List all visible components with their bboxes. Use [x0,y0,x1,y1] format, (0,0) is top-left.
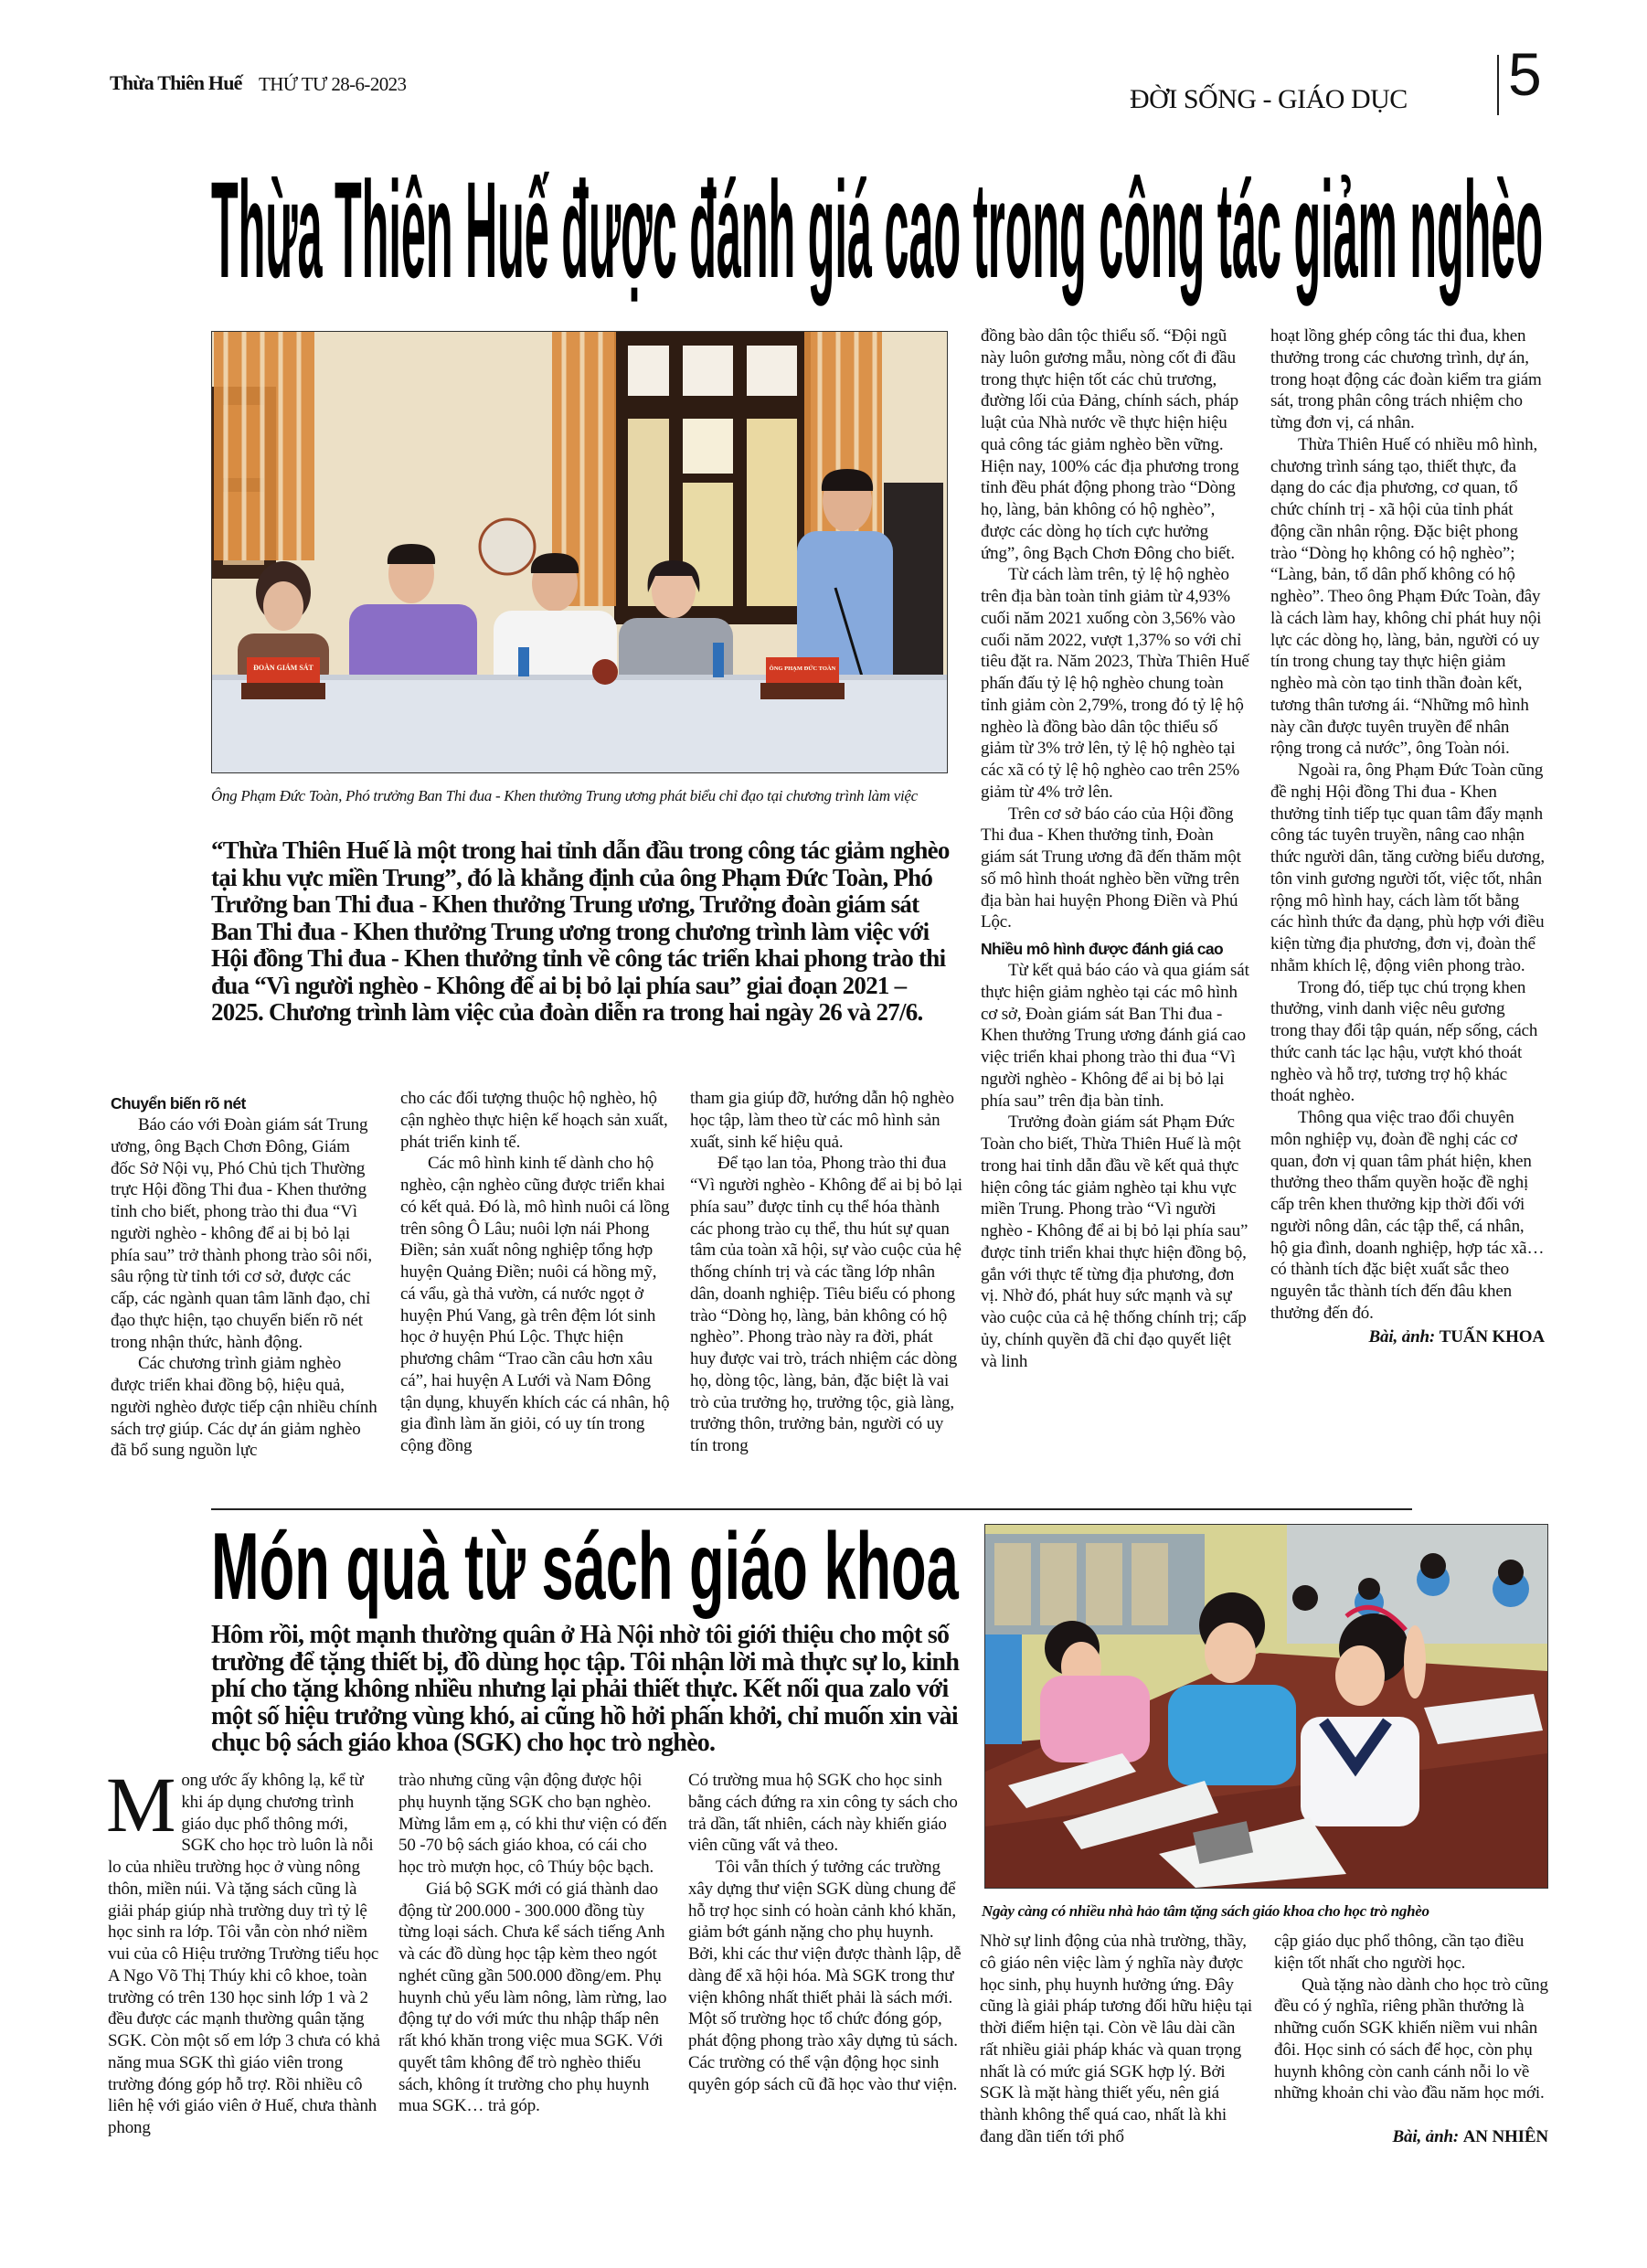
paragraph-text: Giá bộ SGK mới có giá thành dao động từ 200.000 - 300.000 đồng tùy từng loại sách. Chưa kể sách tiếng Anh và các đồ dùng học tập kèm theo ngót nghét cũng gần 500.000 đồng/em. Phụ huynh chủ yếu làm nông, làm rừng, lao động tự do với mức thu nhập thấp nên rất khó khăn trong việc mua SGK. Với quyết tâm không để trò nghèo thiếu sách, không ít trường cho phụ huynh mua SGK… trả góp. [398,1879,667,2116]
paragraph-text: hoạt lồng ghép công tác thi đua, khen thưởng trong các chương trình, dự án, trong hoạt động các đoàn kiểm tra giám sát, trong phân công trách nhiệm cho từng đơn vị, cá nhân. [1270,326,1542,432]
placard-text-2: ÔNG PHẠM ĐỨC TOÀN [769,665,836,672]
masthead-divider [1497,55,1499,115]
paragraph-text: trào nhưng cũng vận động được hội phụ huynh tặng SGK cho bạn nghèo. Mừng lắm em ạ, có khi thư viện có đến 50 -70 bộ sách giáo khoa, có cái cho học trò mượn học, cô Thúy bộc bạch. [398,1771,667,1877]
paragraph-text: Thông qua việc trao đổi chuyên môn nghiệp vụ, đoàn đề nghị các cơ quan, đơn vị quan tâm phát hiện, khen thưởng theo thẩm quyền hoặc đề nghị cấp trên khen thưởng kịp thời đối với người nông dân, các tập thể, cá nhân, hộ gia đình, doanh nghiệp, hợp tác xã… có thành tích đặc biệt xuất sắc theo nguyên tắc thành tích đến đâu khen thưởng đến đó. [1270,1108,1545,1323]
article-divider [211,1508,1412,1510]
body-paragraph [400,1088,673,1153]
body-paragraph [981,960,1249,1112]
masthead-paper-name: Thừa Thiên Huế [110,71,242,94]
article1-lead: “Thừa Thiên Huế là một trong hai tỉnh dẫn đầu trong công tác giảm nghèo tại khu vực miền Trung”, đó là khẳng định của ông Phạm Đức Toàn, Phó Trưởng ban Thi đua - Khen thưởng Trung ương, Trưởng đoàn giám sát Ban Thi đua - Khen thưởng Trung ương trong chương trình làm việc với Hội đồng Thi đua - Khen thưởng tỉnh về công tác triển khai phong trào thi đua “Vì người nghèo - Không để ai bị bỏ lại phía sau” giai đoạn 2021 – 2025. Chương trình làm việc của đoàn diễn ra trong hai ngày 26 và 27/6. [211,836,950,1026]
section-title: ĐỜI SỐNG - GIÁO DỤC [1130,84,1408,114]
paragraph-text: Các chương trình giảm nghèo được triển khai đồng bộ, hiệu quả, người nghèo được tiếp cận nhiều chính sách trợ giúp. Các dự án giảm nghèo đã bổ sung nguồn lực [111,1354,377,1461]
article2-column-1 [106,1761,380,2139]
paragraph-text: Từ kết quả báo cáo và qua giám sát thực hiện giảm nghèo tại các mô hình cơ sở, Đoàn giám sát Ban Thi đua - Khen thưởng Trung ương đánh giá cao việc triển khai phong trào thi đua “Vì người nghèo - Không để ai bị bỏ lại phía sau” trên địa bàn tỉnh. [981,961,1249,1111]
meeting-photo-image [212,332,947,772]
article1-column-5 [1270,325,1545,1347]
article2-lead: Hôm rồi, một mạnh thường quân ở Hà Nội nhờ tôi giới thiệu cho một số trường để tặng thiết bị, đồ dùng học tập. Tôi nhận lời mà thực sự lo, kinh phí cho tặng không nhiều nhưng lại phải thiết thực. Kết nối qua zalo với một số hiệu trưởng vùng khó, ai cũng hồ hởi phấn khởi, chỉ muốn xin vài chục bộ sách giáo khoa (SGK) cho học trò nghèo. [211,1621,960,1757]
drop-cap: M [106,1761,176,1848]
paragraph-text: Có trường mua hộ SGK cho học sinh bằng cách đứng ra xin công ty sách cho trả dần, tất nhiên, cách này khiến giáo viên cũng vất vả theo. [688,1771,958,1856]
body-paragraph [1270,760,1545,977]
body-paragraph [688,1857,964,2095]
body-paragraph [1274,1975,1548,2105]
article1-photo-caption: Ông Phạm Đức Toàn, Phó trưởng Ban Thi đua - Khen thưởng Trung ương phát biểu chỉ đạo tại chương trình làm việc [211,787,918,804]
paragraph-text: Tôi vẫn thích ý tưởng các trường xây dựng thư viện SGK dùng chung để hỗ trợ học sinh có hoàn cảnh khó khăn, giảm bớt gánh nặng cho phụ huynh. Bởi, khi các thư viện được thành lập, dễ dàng để xã hội hóa. Mà SGK trong thư viện không nhất thiết phải là sách mới. Một số trường học tổ chức đóng góp, phát động phong trào xây dựng tủ sách. Các trường có thể vận động học sinh quyên góp sách cũ đã học vào thư viện. [688,1858,962,2094]
paragraph-text: tham gia giúp đỡ, hướng dẫn hộ nghèo học tập, làm theo từ các mô hình sản xuất, sinh kế hiệu quả. [690,1089,954,1152]
body-paragraph [111,1353,377,1462]
body-paragraph [400,1153,673,1457]
article2-column-3 [688,1770,964,2095]
page-number: 5 [1508,40,1542,108]
paragraph-text: Nhờ sự linh động của nhà trường, thầy, cô giáo nên việc làm ý nghĩa này được học sinh, phụ huynh hưởng ứng. Đây cũng là giải pháp tương đối hữu hiệu tại thời điểm hiện tại. Còn về lâu dài cần rất nhiều giải pháp khác và quan trọng nhất là có mức giá SGK hợp lý. Bởi SGK là mặt hàng thiết yếu, nên giá thành không thể quá cao, nhất là khi đang dần tiến tới phổ [980,1932,1252,2146]
byline-label: Bài, ảnh: [1368,1326,1436,1347]
article1-column-4 [981,325,1249,1372]
body-paragraph [106,1761,380,2139]
paragraph-text: cho các đối tượng thuộc hộ nghèo, hộ cận nghèo thực hiện kế hoạch sản xuất, phát triển kinh tế. [400,1089,668,1152]
article1-headline: Thừa Thiên Huế được đánh giá cao trong công tác giảm nghèo [211,153,1544,306]
section-subheading: Nhiều mô hình được đánh giá cao [981,940,1224,958]
classroom-photo-image [985,1525,1547,1888]
paragraph-text: Từ cách làm trên, tỷ lệ hộ nghèo trên địa bàn toàn tỉnh giảm từ 4,93% cuối năm 2021 xuống còn 3,56% vào cuối năm 2022, vượt 1,37% so với chỉ tiêu đặt ra. Năm 2023, Thừa Thiên Huế phấn đấu tỷ lệ hộ nghèo chung toàn tỉnh giảm còn 2,79%, trong đó tỷ lệ hộ nghèo là đồng bào dân tộc thiểu số giảm từ 3% trở lên, tỷ lệ hộ nghèo tại các xã có tỷ lệ hộ nghèo cao trên 25% giảm từ 4% trở lên. [981,565,1249,802]
paragraph-text: cập giáo dục phổ thông, cần tạo điều kiện tốt nhất cho người học. [1274,1932,1525,1973]
body-paragraph [1270,434,1545,760]
body-paragraph [1270,325,1545,434]
article2-headline: Món quà từ sách giáo khoa [211,1514,959,1620]
body-paragraph [398,1770,671,1879]
section-subheading: Chuyển biến rõ nét [111,1094,246,1113]
byline [1270,1326,1545,1348]
article2-column-4 [980,1931,1254,2148]
paragraph-text: Các mô hình kinh tế dành cho hộ nghèo, cận nghèo cũng được triển khai có kết quả. Đó là, mô hình nuôi cá lồng trên sông Ô Lâu; nuôi lợn nái Phong Điền; sản xuất nông nghiệp tổng hợp huyện Quảng Điền; nuôi cá hồng mỹ, cá vẩu, gà thả vườn, cá nước ngọt ở huyện Phú Vang, gà trên đệm lót sinh học ở huyện Phú Lộc. Thực hiện phương châm “Trao cần câu hơn xâu cá”, hai huyện A Lưới và Nam Đông tận dụng, khuyến khích các cá nhân, hộ gia đình làm ăn giỏi, có uy tín trong cộng đồng [400,1154,670,1455]
article1-column-1 [111,1088,377,1462]
paragraph-text: đồng bào dân tộc thiểu số. “Đội ngũ này luôn gương mẫu, nòng cốt đi đầu trong thực hiện tốt các chủ trương, đường lối của Đảng, chính sách, pháp luật của Nhà nước về thực hiện hiệu quả công tác giảm nghèo bền vững. Hiện nay, 100% các địa phương trong tỉnh đều phát động phong trào “Dòng họ, làng, bản không có hộ nghèo”, được các dòng họ tích cực hưởng ứng”, ông Bạch Chơn Đông cho biết. [981,326,1239,563]
article2-photo-caption: Ngày càng có nhiều nhà hảo tâm tặng sách giáo khoa cho học trò nghèo [982,1902,1429,1920]
paragraph-text: Ngoài ra, ông Phạm Đức Toàn cũng đề nghị Hội đồng Thi đua - Khen thưởng tỉnh tiếp tục quan tâm đẩy mạnh công tác tuyên truyền, nâng cao nhận thức người dân, tăng cường biểu dương, tôn vinh gương người tốt, việc tốt, nhân rộng mô hình hay, cách làm tốt bằng các hình thức đa dạng, phù hợp với điều kiện từng địa phương, đơn vị, đoàn thể nhằm khích lệ, động viên phong trào. [1270,761,1545,975]
body-paragraph [690,1088,962,1153]
body-paragraph [981,564,1249,803]
body-paragraph [1270,977,1545,1108]
byline-author: AN NHIÊN [1462,2127,1548,2146]
paragraph-text: Để tạo lan tỏa, Phong trào thi đua “Vì người nghèo - Không để ai bị bỏ lại phía sau” được tỉnh cụ thể hóa thành các phong trào cụ thể, thu hút sự quan tâm của toàn xã hội, sự vào cuộc của hệ thống chính trị và các tầng lớp nhân dân, doanh nghiệp. Tiêu biểu có phong trào “Dòng họ, làng, bản không có hộ nghèo”. Phong trào này ra đời, phát huy được vai trò, trách nhiệm các dòng họ, dòng tộc, làng, bản, đặc biệt là vai trò của trưởng họ, trưởng tộc, già làng, trưởng thôn, trưởng bản, người có uy tín trong [690,1154,962,1455]
body-paragraph [981,804,1249,934]
byline-author: TUẤN KHOA [1439,1326,1545,1347]
paragraph-text: Trưởng đoàn giám sát Phạm Đức Toàn cho biết, Thừa Thiên Huế là một trong hai tỉnh dẫn đầu về kết quả thực hiện công tác giảm nghèo tại khu vực miền Trung. Phong trào “Vì người nghèo - Không để ai bị bỏ lại phía sau” được tỉnh triển khai thực hiện đồng bộ, gắn với thực tế từng địa phương, đơn vị. Nhờ đó, phát huy sức mạnh và sự vào cuộc của cả hệ thống chính trị; cấp ủy, chính quyền đã chỉ đạo quyết liệt và linh [981,1113,1249,1371]
body-paragraph [398,1879,671,2117]
article2-column-2 [398,1770,671,2117]
paragraph-text: ong ước ấy không lạ, kể từ khi áp dụng chương trình giáo dục phổ thông mới, SGK cho học trò luôn là nỗi lo của nhiều trường học ở vùng nông thôn, miền núi. Và tặng sách cũng là giải pháp giúp nhà trường duy trì tỷ lệ học sinh ra lớp. Tôi vẫn còn nhớ niềm vui của cô Hiệu trưởng Trường tiểu học A Ngo Võ Thị Thúy khi cô khoe, toàn trường có trên 130 học sinh lớp 1 và 2 đều được các mạnh thường quân tặng SGK. Còn một số em lớp 3 chưa có khả năng mua SGK thì giáo viên trong trường đóng góp hỗ trợ. Rồi nhiều cô liên hệ với giáo viên ở Huế, chưa thành phong [108,1771,380,2137]
article1-column-2 [400,1088,673,1457]
paragraph-text: Trên cơ sở báo cáo của Hội đồng Thi đua - Khen thưởng tỉnh, Đoàn giám sát Trung ương đã đến thăm một số mô hình thoát nghèo bền vững trên địa bàn hai huyện Phong Điền và Phú Lộc. [981,804,1241,932]
article1-column-3 [690,1088,962,1457]
paragraph-text: Thừa Thiên Huế có nhiều mô hình, chương trình sáng tạo, thiết thực, đa dạng do các địa phương, cơ quan, tổ chức chính trị - xã hội của tỉnh phát động cần nhân rộng. Đặc biệt phong trào “Dòng họ không có hộ nghèo”; “Làng, bản, tổ dân phố không có hộ nghèo”. Theo ông Phạm Đức Toàn, đây là cách làm hay, không chỉ phát huy nội lực các dòng họ, làng, bản, người có uy tín trong chung tay thực hiện giảm nghèo mà còn tạo tinh thần đoàn kết, tương thân tương ái. “Những mô hình này cần được tuyên truyền để nhân rộng trong cả nước”, ông Toàn nói. [1270,434,1542,759]
body-paragraph [690,1153,962,1457]
body-paragraph [1270,1107,1545,1325]
paragraph-text: Trong đó, tiếp tục chú trọng khen thưởng, vinh danh việc nêu gương trong thay đổi tập quán, nếp sống, cách thức canh tác lạc hậu, vượt khó thoát nghèo và hỗ trợ, tương trợ hộ khác thoát nghèo. [1270,977,1538,1106]
byline [1274,2126,1548,2148]
placard-text-1: ĐOÀN GIÁM SÁT [253,664,313,672]
body-paragraph [981,1112,1249,1372]
body-paragraph [981,325,1249,564]
article2-photo [984,1524,1548,1889]
body-paragraph [980,1931,1254,2148]
article1-photo [211,331,948,773]
paragraph-text: Báo cáo với Đoàn giám sát Trung ương, ông Bạch Chơn Đông, Giám đốc Sở Nội vụ, Phó Chủ tịch Thường trực Hội đồng Thi đua - Khen thưởng tỉnh cho biết, phong trào thi đua “Vì người nghèo - không để ai bị bỏ lại phía sau” trở thành phong trào sôi nổi, sâu rộng từ tỉnh tới cơ sở, được các cấp, các ngành quan tâm lãnh đạo, chỉ đạo thực hiện, tạo chuyển biến rõ nét trong nhận thức, hành động. [111,1115,372,1352]
body-paragraph [688,1770,964,1857]
body-paragraph [1274,1931,1548,1975]
body-paragraph [111,1114,377,1353]
paragraph-text: Quà tặng nào dành cho học trò cũng đều có ý nghĩa, riêng phần thưởng là những cuốn SGK khiến niềm vui nhân đôi. Học sinh có sách để học, còn phụ huynh không còn canh cánh nỗi lo về những khoản chi vào đầu năm học mới. [1274,1975,1548,2103]
byline-label: Bài, ảnh: [1392,2127,1460,2146]
article2-column-5 [1274,1931,1548,2148]
masthead-date: THỨ TƯ 28-6-2023 [259,73,407,95]
